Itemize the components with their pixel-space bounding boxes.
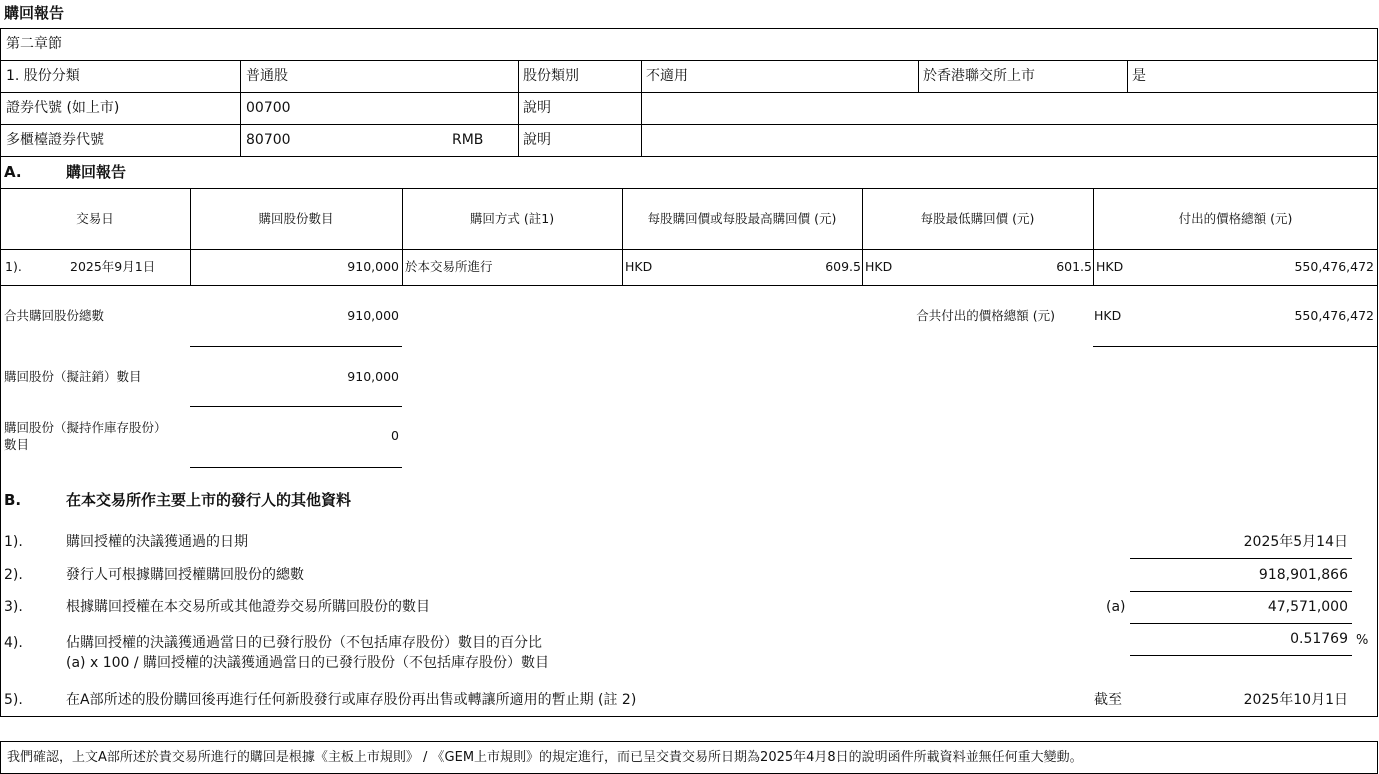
row-shares: 910,000 <box>347 259 399 274</box>
item-index: 3). <box>4 599 23 615</box>
divider <box>0 249 1378 250</box>
share-type-value: 不適用 <box>646 68 688 84</box>
treasury-shares-label-line1: 購回股份（擬持作庫存股份） <box>4 420 167 435</box>
row-low-currency: HKD <box>865 259 893 274</box>
divider <box>641 60 642 156</box>
divider <box>1093 188 1094 285</box>
multi-counter-value: 80700 <box>246 132 291 148</box>
stock-code-desc-label: 說明 <box>523 100 551 116</box>
col-header-total-paid: 付出的價格總額 (元) <box>1178 211 1293 226</box>
item-label: 購回授權的決議獲通過的日期 <box>66 534 248 550</box>
total-shares-label: 合共購回股份總數 <box>4 308 105 323</box>
item-suffix: % <box>1356 633 1369 648</box>
total-paid-value: 550,476,472 <box>1294 308 1374 323</box>
divider <box>240 60 241 156</box>
divider <box>402 188 403 285</box>
share-class-value: 普通股 <box>246 68 288 84</box>
stock-code-label: 證券代號 (如上市) <box>6 100 120 116</box>
multi-counter-currency: RMB <box>452 132 484 148</box>
divider <box>190 346 402 347</box>
total-paid-label: 合共付出的價格總額 (元) <box>916 308 1055 323</box>
item-index: 5). <box>4 692 23 708</box>
hkex-listed-value: 是 <box>1132 68 1146 84</box>
col-header-method: 購回方式 (註1) <box>469 211 555 226</box>
item-value: 2025年5月14日 <box>1243 534 1348 550</box>
divider <box>622 188 623 285</box>
divider <box>0 60 1378 61</box>
total-paid-currency: HKD <box>1094 308 1122 323</box>
stock-code-value: 00700 <box>246 100 291 116</box>
divider <box>0 188 1378 189</box>
item-label: 在A部所述的股份購回後再進行任何新股發行或庫存股份再出售或轉讓所適用的暫止期 (註 2) <box>66 692 637 708</box>
row-trade-date: 2025年9月1日 <box>70 259 156 274</box>
treasury-shares-value: 0 <box>391 428 399 443</box>
section-a-title: 購回報告 <box>66 163 127 181</box>
hkex-listed-label: 於香港聯交所上市 <box>923 68 1035 84</box>
item-index: 4). <box>4 635 23 651</box>
divider <box>918 60 919 92</box>
col-header-low-price: 每股最低購回價 (元) <box>920 211 1035 226</box>
divider <box>0 285 1378 286</box>
share-type-label: 股份類別 <box>523 68 579 84</box>
row-total-paid: 550,476,472 <box>1294 259 1374 274</box>
multi-counter-label: 多櫃檯證券代號 <box>6 132 104 148</box>
col-header-trade-date: 交易日 <box>76 211 114 226</box>
chapter-label: 第二章節 <box>6 36 62 52</box>
divider <box>1130 558 1352 559</box>
multi-counter-desc-label: 說明 <box>523 132 551 148</box>
section-b-letter: B. <box>4 491 22 509</box>
item-label-line2: (a) x 100 / 購回授權的決議獲通過當日的已發行股份（不包括庫存股份）數目 <box>66 655 550 671</box>
item-value: 2025年10月1日 <box>1243 692 1348 708</box>
section-b-title: 在本交易所作主要上市的發行人的其他資料 <box>66 491 352 509</box>
item-index: 1). <box>4 534 23 550</box>
row-high-price: 609.5 <box>825 259 861 274</box>
report-title: 購回報告 <box>4 4 65 22</box>
divider <box>518 60 519 156</box>
divider <box>1127 60 1128 92</box>
divider <box>0 124 1378 125</box>
row-high-currency: HKD <box>625 259 653 274</box>
confirmation-text: 我們確認，上文A部所述於貴交易所進行的購回是根據《主板上市規則》 / 《GEM上市規則》的規定進行，而已呈交貴交易所日期為2025年4月8日的說明函件所載資料並無任何重大變動。 <box>7 750 1083 765</box>
item-prefix: 截至 <box>1094 692 1122 708</box>
col-header-high-price: 每股購回價或每股最高購回價 (元) <box>647 211 837 226</box>
row-index: 1). <box>5 259 22 274</box>
divider <box>1130 655 1352 656</box>
item-value: 0.51769 <box>1290 631 1348 647</box>
divider <box>862 188 863 285</box>
divider <box>0 92 1378 93</box>
divider <box>190 467 402 468</box>
col-header-shares: 購回股份數目 <box>258 211 334 226</box>
divider <box>0 156 1378 157</box>
cancel-shares-label: 購回股份（擬註銷）數目 <box>4 369 142 384</box>
item-label: 根據購回授權在本交易所或其他證券交易所購回股份的數目 <box>66 599 430 615</box>
row-method: 於本交易所進行 <box>405 259 493 274</box>
share-class-label: 1. 股份分類 <box>6 68 80 84</box>
cancel-shares-value: 910,000 <box>347 369 399 384</box>
divider <box>1130 623 1352 624</box>
treasury-shares-label-line2: 數目 <box>4 437 30 452</box>
divider <box>1130 591 1352 592</box>
item-value: 47,571,000 <box>1267 599 1348 615</box>
divider <box>1093 346 1378 347</box>
item-index: 2). <box>4 567 23 583</box>
item-label: 佔購回授權的決議獲通過當日的已發行股份（不包括庫存股份）數目的百分比 <box>66 635 542 651</box>
item-prefix: (a) <box>1106 599 1126 615</box>
divider <box>190 406 402 407</box>
section-a-letter: A. <box>4 163 22 181</box>
item-value: 918,901,866 <box>1258 567 1348 583</box>
confirmation-box <box>0 741 1378 774</box>
total-shares-value: 910,000 <box>347 308 399 323</box>
item-label: 發行人可根據購回授權購回股份的總數 <box>66 567 304 583</box>
row-total-currency: HKD <box>1096 259 1124 274</box>
row-low-price: 601.5 <box>1056 259 1092 274</box>
